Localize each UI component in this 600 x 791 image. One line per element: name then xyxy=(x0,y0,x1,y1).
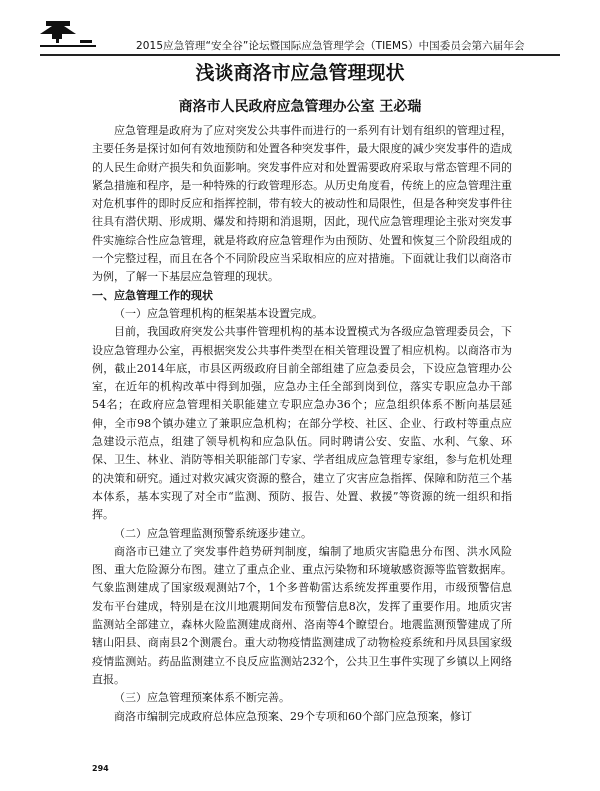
intro-paragraph: 应急管理是政府为了应对突发公共事件而进行的一系列有计划有组织的管理过程，主要任务是探讨如何有效地预防和处置各种突发事件，最大限度的减少突发事件的造成的人民生命财产损失和负面影响。突发事件应对和处置需要政府采取与常态管理不同的紧急措施和程序，是一种特殊的行政管理形态。从历史角度看，传统上的应急管理注重对危机事件的即时反应和指挥控制，带有较大的被动性和局限性，但是各种突发事件往往具有潜伏期、形成期、爆发和持期和消退期，因此，现代应急管理理论主张对突发事件实施综合性应急管理，就是将政府应急管理作为由预防、处置和恢复三个阶段组成的一个完整过程，而且在各个不同阶段应当采取相应的应对措施。下面就让我们以商洛市为例，了解一下基层应急管理的现状。 xyxy=(92,124,512,284)
header-rule xyxy=(40,54,560,56)
body-paragraph: 商洛市已建立了突发事件趋势研判制度，编制了地质灾害隐患分布图、洪水风险图、重大危险源分布图。建立了重点企业、重点污染物和环境敏感资源等监管数据库。气象监测建成了国家级观测站7个，1个多普勒雷达系统发挥重要作用，市级预警信息发布平台建成，特别是在汶川地震期间发布预警信息8次，发挥了重要作用。地质灾害监测站全部建立，森林火险监测建成商州、洛南等4个瞭望台。地震监测预警建成了所辖山阳县、商南县2个测震台。重大动物疫情监测建成了动物检疫系统和丹凤县国家级疫情监测站。药品监测建立不良反应监测站232个，公共卫生事件实现了乡镇以上网络直报。 xyxy=(92,544,512,686)
article-body xyxy=(92,122,512,726)
section-heading: 一、应急管理工作的现状 xyxy=(92,288,213,302)
author-line: 商洛市人民政府应急管理办公室 王必瑞 xyxy=(178,99,422,115)
page-number: 294 xyxy=(92,764,109,773)
body-paragraph: 商洛市编制完成政府总体应急预案、29个专项和60个部门应急预案，修订 xyxy=(114,709,472,723)
running-header xyxy=(40,18,560,54)
tiems-logo xyxy=(40,18,102,52)
subsection-heading: （三）应急管理预案体系不断完善。 xyxy=(114,691,290,705)
subsection-heading: （二）应急管理监测预警系统逐步建立。 xyxy=(114,526,312,540)
subsection-heading: （一）应急管理机构的框架基本设置完成。 xyxy=(114,306,323,320)
running-title: 2015应急管理“安全谷”论坛暨国际应急管理学会（TIEMS）中国委员会第六届年会 xyxy=(136,40,525,52)
body-paragraph: 目前，我国政府突发公共事件管理机构的基本设置模式为各级应急管理委员会，下设应急管理办公室，再根据突发公共事件类型在相关管理设置了相应机构。以商洛市为例，截止2014年底，市县区两级政府目前全部组建了应急委员会，下设应急管理办公室，在近年的机构改革中得到加强，应急办主任全部到岗到位，落实专职应急办干部54名；在政府应急管理相关职能建立专职应急办36个；应急组织体系不断向基层延伸，全市98个镇办建立了兼职应急机构；在部分学校、社区、企业、行政村等重点应急建设示范点，组建了领导机构和应急队伍。同时聘请公安、安监、水利、气象、环保、卫生、林业、消防等相关职能部门专家、学者组成应急管理专家组，参与危机处理的决策和研究。通过对救灾减灾资源的整合，建立了灾害应急指挥、保障和防范三个基本体系，基本实现了对全市“监测、预防、报告、处置、救援”等资源的统一组织和指挥。 xyxy=(92,325,512,522)
article-title: 浅谈商洛市应急管理现状 xyxy=(195,62,405,84)
